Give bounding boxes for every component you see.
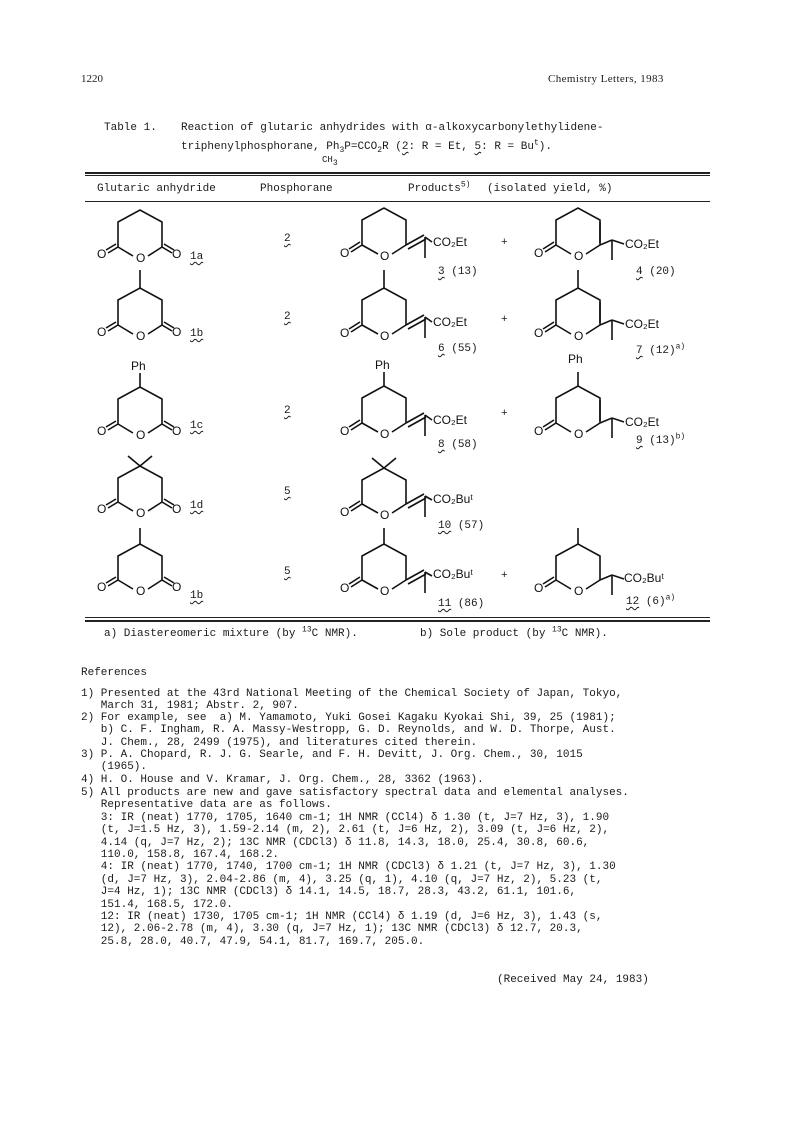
reference-1: 1) Presented at the 43rd National Meeting of the Chemical Society of Japan, Tokyo, March 31, 1981; Abstr. 2, 907.: [81, 688, 623, 713]
product-10-structure: [349, 458, 432, 517]
product-label: 7 $(12)^{a)}$: [636, 342, 686, 357]
atom-o: O: [534, 246, 544, 260]
table-caption-line1: Reaction of glutaric anhydrides with α-alkoxycarbonylethylidene-: [181, 122, 604, 134]
anhydride-label: 1b: [190, 590, 204, 602]
product-label: 9 $(13)^{b)}$: [636, 432, 686, 447]
phosphorane-label: 2: [284, 405, 291, 417]
anhydride-label: 1a: [190, 251, 204, 263]
phosphorane-label: 5: [284, 566, 291, 578]
col-glutaric-anhydride: Glutaric anhydride: [97, 183, 216, 195]
page-number: 1220: [81, 73, 103, 85]
table-caption-line2: triphenylphosphorane, $Ph_3P=CCO_2R$ (2: R = Et, 5: $R = Bu^t$).: [181, 138, 552, 156]
atom-o: O: [136, 329, 146, 343]
substituent-co2but: CO₂Buᵗ: [624, 571, 664, 585]
substituent-ph: Ph: [568, 352, 583, 366]
atom-o: O: [97, 325, 107, 339]
atom-o: O: [136, 428, 146, 442]
table-footnote-a: a) Diastereomeric mixture (by $^{13}$C NMR).: [104, 625, 358, 640]
atom-o: O: [172, 580, 182, 594]
anhydride-1b-structure: [106, 270, 174, 334]
substituent-co2et: CO₂Et: [625, 317, 659, 331]
atom-o: O: [340, 246, 350, 260]
atom-o: O: [172, 247, 182, 261]
atom-o: O: [340, 424, 350, 438]
product-12-structure: [543, 528, 624, 595]
atom-o: O: [172, 424, 182, 438]
product-3-structure: [349, 208, 432, 258]
atom-o: O: [380, 329, 390, 343]
atom-o: O: [574, 249, 584, 263]
atom-o: O: [534, 326, 544, 340]
plus-sign: +: [501, 408, 508, 420]
atom-o: O: [97, 502, 107, 516]
atom-o: O: [380, 584, 390, 598]
plus-sign: +: [501, 237, 508, 249]
table-caption-ch3: $CH_3$: [322, 155, 338, 168]
atom-o: O: [340, 581, 350, 595]
table-footnote-b: b) Sole product (by $^{13}$C NMR).: [420, 625, 608, 640]
product-7-structure: [543, 270, 624, 340]
references-heading: References: [81, 667, 148, 679]
phosphorane-label: 5: [284, 486, 291, 498]
atom-o: O: [340, 326, 350, 340]
substituent-co2but: CO₂Buᵗ: [433, 492, 473, 506]
anhydride-1c-structure: [106, 373, 174, 433]
reference-5: 5) All products are new and gave satisfactory spectral data and elemental analyses. Representative data are as follows. 3: IR (neat) 1770, 1705, 1640 cm-1; 1H NMR (CCl4) δ 1.30 (t, J=7 Hz, 3), 1.90 (t, J=1.5 Hz, 3), 1.59-2.14 (m, 2), 2.61 (t, J=6 Hz, 2), 3.09 (t, J=6 Hz, 2), 4.14 (q, J=7 Hz, 2); 13C NMR (CDCl3) δ 11.8, 14.3, 18.0, 25.4, 30.8, 60.6, 110.0, 158.8, 167.4, 168.2. 4: IR (neat) 1770, 1740, 1700 cm-1; 1H NMR (CDCl3) δ 1.21 (t, J=7 Hz, 3), 1.30 (d, J=7 Hz, 3), 2.04-2.86 (m, 4), 3.25 (q, 1), 4.10 (q, J=7 Hz, 2), 5.23 (t, J=4 Hz, 1); 13C NMR (CDCl3) δ 14.1, 14.5, 18.7, 28.3, 43.2, 61.1, 101.6, 151.4, 168.5, 172.0. 12: IR (neat) 1730, 1705 cm-1; 1H NMR (CCl4) δ 1.19 (d, J=6 Hz, 3), 1.43 (s, 12), 2.06-2.78 (m, 4), 3.30 (q, J=7 Hz, 1); 13C NMR (CDCl3) δ 12.7, 20.3, 25.8, 28.0, 40.7, 47.9, 54.1, 81.7, 169.7, 205.0.: [81, 787, 629, 948]
substituent-co2et: CO₂Et: [433, 235, 467, 249]
atom-o: O: [534, 424, 544, 438]
product-label: 6 (55): [438, 343, 478, 355]
atom-o: O: [97, 580, 107, 594]
anhydride-1b-structure-2: [106, 528, 174, 589]
atom-o: O: [136, 506, 146, 520]
journal-name: Chemistry Letters, 1983: [548, 73, 664, 85]
product-label: 3 (13): [438, 266, 478, 278]
product-label: 12 $(6)^{a)}$: [626, 593, 676, 608]
reference-3: 3) P. A. Chopard, R. J. G. Searle, and F. H. Devitt, J. Org. Chem., 30, 1015 (1965).: [81, 749, 583, 774]
atom-o: O: [574, 584, 584, 598]
anhydride-label: 1d: [190, 500, 204, 512]
anhydride-label: 1b: [190, 328, 204, 340]
table-label: Table 1.: [104, 122, 157, 134]
col-yield: (isolated yield, %): [487, 183, 613, 195]
atom-o: O: [136, 251, 146, 265]
product-label: 8 (58): [438, 439, 478, 451]
anhydride-1d-structure: [106, 456, 174, 511]
substituent-co2et: CO₂Et: [625, 415, 659, 429]
product-11-structure: [349, 528, 432, 593]
substituent-co2et: CO₂Et: [433, 413, 467, 427]
anhydride-label: 1c: [190, 420, 204, 432]
substituent-co2but: CO₂Buᵗ: [433, 567, 473, 581]
product-9-structure: [543, 372, 624, 438]
atom-o: O: [380, 508, 390, 522]
atom-o: O: [380, 249, 390, 263]
col-phosphorane: Phosphorane: [260, 183, 333, 195]
plus-sign: +: [501, 314, 508, 326]
atom-o: O: [172, 325, 182, 339]
substituent-co2et: CO₂Et: [625, 237, 659, 251]
product-label: 4 (20): [636, 266, 676, 278]
col-products: Products$^{5)}$: [408, 180, 471, 195]
product-6-structure: [349, 270, 432, 338]
product-8-structure: [349, 372, 432, 436]
reference-2: 2) For example, see a) M. Yamamoto, Yuki Gosei Kagaku Kyokai Shi, 39, 25 (1981); b) C. F. Ingham, R. A. Massy-Westropp, G. D. Reynolds, and W. D. Thorpe, Aust. J. Chem., 28, 2499 (1975), and literatures cited therein.: [81, 712, 616, 749]
atom-o: O: [172, 502, 182, 516]
phosphorane-label: 2: [284, 233, 291, 245]
atom-o: O: [574, 329, 584, 343]
atom-o: O: [380, 427, 390, 441]
substituent-ph: Ph: [131, 359, 146, 373]
atom-o: O: [574, 427, 584, 441]
atom-o: O: [97, 424, 107, 438]
substituent-co2et: CO₂Et: [433, 315, 467, 329]
phosphorane-label: 2: [284, 311, 291, 323]
plus-sign: +: [501, 570, 508, 582]
atom-o: O: [340, 505, 350, 519]
atom-o: O: [136, 584, 146, 598]
atom-o: O: [534, 581, 544, 595]
reference-4: 4) H. O. House and V. Kramar, J. Org. Chem., 28, 3362 (1963).: [81, 774, 484, 786]
product-label: 11 (86): [438, 598, 485, 610]
product-4-structure: [543, 208, 624, 260]
product-label: 10 (57): [438, 520, 485, 532]
substituent-ph: Ph: [375, 358, 390, 372]
anhydride-1a-structure: [106, 210, 174, 256]
received-date: (Received May 24, 1983): [497, 974, 649, 986]
atom-o: O: [97, 247, 107, 261]
